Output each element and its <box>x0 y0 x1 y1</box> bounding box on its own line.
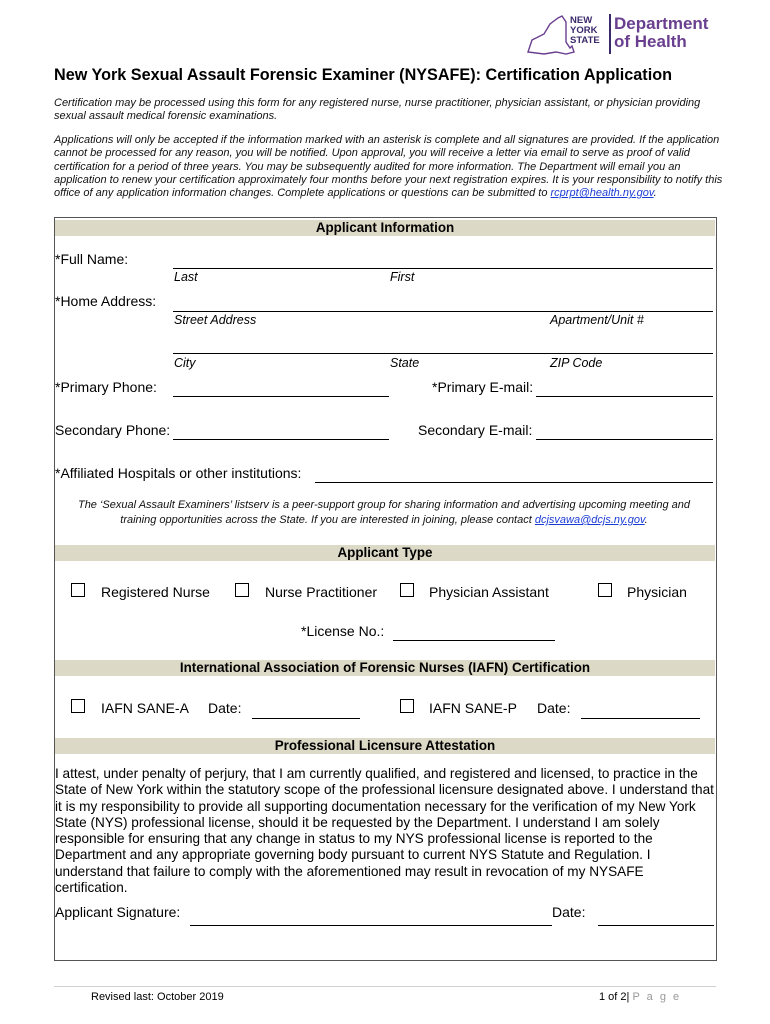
primary-phone-field[interactable] <box>173 396 389 397</box>
sane-p-date-label: Date: <box>537 700 571 716</box>
page-count: 1 of 2 <box>599 991 627 1003</box>
zip-caption: ZIP Code <box>550 356 603 370</box>
city-state-zip-field[interactable] <box>173 353 713 354</box>
license-number-field[interactable] <box>393 640 555 641</box>
registered-nurse-label: Registered Nurse <box>101 584 210 600</box>
section-header-applicant-info: Applicant Information <box>55 220 715 236</box>
intro-paragraph-2 <box>54 134 724 200</box>
intro-paragraph-2-end: . <box>653 187 657 200</box>
nurse-practitioner-label: Nurse Practitioner <box>265 584 378 600</box>
street-address-caption: Street Address <box>174 313 257 327</box>
affiliated-field[interactable] <box>315 482 713 483</box>
iafn-sane-p-label: IAFN SANE-P <box>429 700 517 716</box>
full-name-label: *Full Name: <box>55 251 129 267</box>
license-number-label: *License No.: <box>301 623 385 639</box>
attestation-text: I attest, under penalty of perjury, that I am currently qualified, and registered and licensed, to practice in the State of New York within the statutory scope of the professional licensure designated above. I understand that it is my responsibility to provide all supporting documentation necessary for the verification of my New York State (NYS) professional license, should it be requested by the Department. I understand I am solely responsible for ensuring that any change in status to my NYS professional license is reported to the Department and any appropriate governing body pursuant to current NYS Statute and Regulation. I understand that failure to comply with the aforementioned may result in revocation of my NYSAFE certification. <box>55 766 714 896</box>
section-header-iafn: International Association of Forensic Nurses (IAFN) Certification <box>55 660 715 676</box>
section-header-attestation: Professional Licensure Attestation <box>55 738 715 754</box>
logo-department-text: Department of Health <box>614 14 709 51</box>
intro-paragraph-1: Certification may be processed using this form for any registered nurse, nurse practitioner, physician assistant, or physician providing sexual assault medical forensic examinations. <box>54 97 701 123</box>
secondary-email-label: Secondary E-mail: <box>418 422 533 438</box>
page-title: New York Sexual Assault Forensic Examiner (NYSAFE): Certification Application <box>54 66 672 84</box>
signature-label: Applicant Signature: <box>55 904 181 920</box>
sane-p-date-field[interactable] <box>581 718 700 719</box>
logo-state-text: NEW YORK STATE <box>570 15 600 46</box>
iafn-sane-p-checkbox[interactable] <box>400 699 414 713</box>
revised-date: Revised last: October 2019 <box>91 991 224 1003</box>
iafn-sane-a-checkbox[interactable] <box>71 699 85 713</box>
primary-email-field[interactable] <box>536 396 713 397</box>
street-address-field[interactable] <box>173 311 713 312</box>
full-name-field[interactable] <box>173 268 713 269</box>
home-address-label: *Home Address: <box>55 293 157 309</box>
contact-email-link[interactable]: rcprpt@health.ny.gov <box>550 187 654 200</box>
primary-phone-label: *Primary Phone: <box>55 379 157 395</box>
registered-nurse-checkbox[interactable] <box>71 583 85 597</box>
footer-rule <box>54 986 716 987</box>
city-caption: City <box>174 356 196 370</box>
page-word: P a g e <box>632 991 682 1003</box>
listserv-end: . <box>644 514 648 526</box>
physician-assistant-label: Physician Assistant <box>429 584 549 600</box>
section-header-applicant-type: Applicant Type <box>55 545 715 561</box>
signature-date-label: Date: <box>552 904 586 920</box>
apartment-caption: Apartment/Unit # <box>550 313 644 327</box>
primary-email-label: *Primary E-mail: <box>432 379 534 395</box>
listserv-note <box>64 498 704 528</box>
intro-paragraph-2-text: Applications will only be accepted if the information marked with an asterisk is complete and all signatures are provided. If the application cannot be processed for any reason, you will be notified. Upon approval, you will receive a letter via email to serve as proof of valid certification for a period of three years. You may be subsequently audited for more information. The Department will email you an application to renew your certification approximately four months before your next registration expires. It is your responsibility to notify this office of any application information changes. Complete applications or questions can be submitted to <box>54 134 723 200</box>
sane-a-date-field[interactable] <box>252 718 360 719</box>
last-name-caption: Last <box>174 270 198 284</box>
nys-doh-logo <box>526 12 716 58</box>
sane-a-date-label: Date: <box>208 700 242 716</box>
first-name-caption: First <box>390 270 415 284</box>
page-number: 1 of 2| P a g e <box>599 991 682 1003</box>
physician-assistant-checkbox[interactable] <box>400 583 414 597</box>
physician-label: Physician <box>627 584 687 600</box>
signature-field[interactable] <box>190 925 552 926</box>
physician-checkbox[interactable] <box>598 583 612 597</box>
secondary-email-field[interactable] <box>536 439 713 440</box>
signature-date-field[interactable] <box>598 925 714 926</box>
iafn-sane-a-label: IAFN SANE-A <box>101 700 189 716</box>
secondary-phone-label: Secondary Phone: <box>55 422 171 438</box>
secondary-phone-field[interactable] <box>173 439 389 440</box>
listserv-email-link[interactable]: dcjsvawa@dcjs.ny.gov <box>534 514 645 526</box>
logo-divider <box>609 14 611 54</box>
affiliated-label: *Affiliated Hospitals or other institutions: <box>55 465 302 481</box>
state-caption: State <box>390 356 420 370</box>
nurse-practitioner-checkbox[interactable] <box>235 583 249 597</box>
listserv-text: The ‘Sexual Assault Examiners’ listserv is a peer-support group for sharing information and advertising upcoming meeting and training opportunities across the State. If you are interested in joining, please contact <box>77 499 691 526</box>
